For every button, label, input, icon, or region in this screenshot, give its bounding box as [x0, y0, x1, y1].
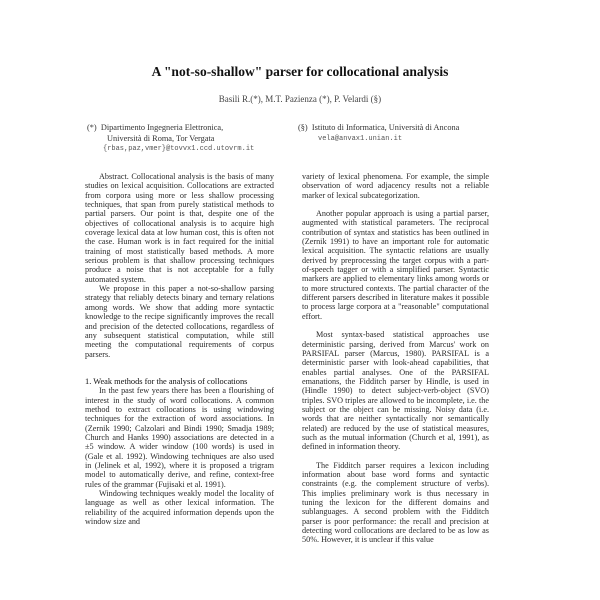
left-column: [85, 172, 274, 526]
section-heading: 1. Weak methods for the analysis of collocations: [85, 376, 248, 386]
affiliation-line: Istituto di Informatica, Università di Ancona: [311, 123, 460, 132]
body-paragraph: Most syntax-based statistical approaches use deterministic parsing, derived from Marcus' work on PARSIFAL parser (Marcus, 1980). PARSIFAL is a deterministic parser with look-ahead capabilities, that enables partial analyses. One of the PARSIFAL emanations, the Fidditch parser by Hindle, is used in (Hindle 1990) to detect subject-verb-object (SVO) triples. SVO triples are allowed to be incomplete, i.e. the subject or the object can be missing. Noisy data (i.e. words that are neither syntactically nor semantically related) are reduced by the use of statistical measures, such as the mutual information (Church et al, 1991), as defined in information theory.: [302, 330, 489, 452]
right-column: [302, 172, 489, 545]
affiliation-mark: (*): [87, 123, 97, 132]
affiliation-email: {rbas,paz,vmer}@tovvx1.ccd.utovrm.it: [103, 145, 255, 153]
abstract-paragraph: We propose in this paper a not-so-shallow parsing strategy that reliably detects binary and ternary relations among words. We show that adding more syntactic knowledge to the recipe significantly improves the recall and precision of the detected collocations, regardless of any subsequent statistical computation, while still meeting the computational requirements of corpus parsers.: [85, 284, 274, 359]
body-paragraph: Another popular approach is using a partial parser, augmented with statistical parameters. The reciprocal contribution of syntax and statistics has been outlined in (Zernik 1991) to have an important role for automatic lexical acquisition. The syntactic relations are usually derived by preprocessing the target corpus with a part-of-speech tagger or with a simplified parser. Syntactic markers are applied to elementary links among words or to more structured contexts. The partial character of the different parsers described in literature makes it possible to process large corpora at a "reasonable" computational effort.: [302, 209, 489, 321]
body-paragraph: Windowing techniques weakly model the locality of language as well as other lexical information. The reliability of the acquired information depends upon the window size and: [85, 489, 274, 527]
body-paragraph: variety of lexical phenomena. For example, the simple observation of word adjacency results not a reliable marker of lexical subcategorization.: [302, 172, 489, 200]
affiliation-1: [87, 123, 287, 155]
paper-authors: Basili R.(*), M.T. Pazienza (*), P. Velardi (§): [218, 94, 382, 104]
body-paragraph: The Fidditch parser requires a lexicon including information about base word forms and syntactic constraints (e.g. the complement structure of verbs). This implies preliminary work is thus necessary in tuning the lexicon for the different domains and sublanguages. A second problem with the Fidditch parser is poor performance: the recall and precision at detecting word collocations are declared to be as low as 50%. However, it is unclear if this value: [302, 460, 489, 545]
paper-title: A "not-so-shallow" parser for collocational analysis: [151, 64, 449, 79]
affiliation-2: [298, 123, 498, 144]
affiliation-email: vela@anvax1.unian.it: [318, 134, 403, 143]
abstract-paragraph: Abstract. Collocational analysis is the basis of many studies on lexical acquisition. Collocations are extracted from corpora using more or less shallow processing techniques, that span from purely statistical methods to partial parsers. Our point is that, despite one of the objectives of collocational analysis is to acquire high coverage lexical data at low human cost, this is often not the case. Human work is in fact required for the initial training of most statistically based methods. A more serious problem is that shallow processing techniques produce a noise that is not acceptable for a fully automated system.: [85, 172, 274, 284]
affiliation-line: Università di Roma, Tor Vergata: [107, 133, 215, 143]
body-paragraph: In the past few years there has been a flourishing of interest in the study of word collocations. A common method to extract collocations is using windowing techniques for the extraction of word associations. In (Zernik 1990; Calzolari and Bindi 1990; Smadja 1989; Church and Hanks 1990) associations are detected in a ±5 window. A wider window (100 words) is used in (Gale et al. 1992). Windowing techniques are also used in (Jelinek et al, 1992), where it is proposed a trigram model to automatically derive, and refine, context-free rules of the grammar (Fujisaki et al. 1991).: [85, 386, 274, 489]
affiliation-line: Dipartimento Ingegneria Elettronica,: [100, 123, 224, 132]
affiliation-mark: (§): [298, 123, 308, 132]
